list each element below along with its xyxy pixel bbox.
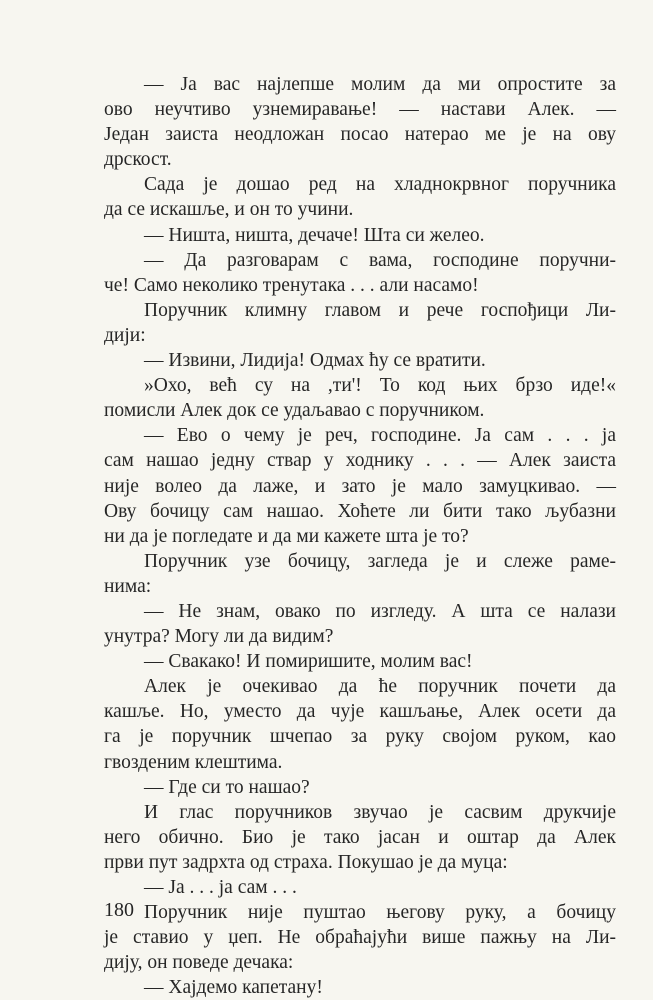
text-line: Поручник климну главом и рече госпођици Ли-: [144, 299, 616, 321]
text-line: га је поручник шчепао за руку својом руком, као: [104, 726, 616, 748]
text-line: — Ништа, ништа, дечаче! Шта си желео.: [144, 224, 485, 246]
text-line: »Охо, већ су на ,ти'! То код њих брзо иде!«: [144, 375, 616, 397]
text-line: Ову бочицу сам нашао. Хоћете ли бити тако љубазни: [104, 500, 616, 522]
text-line: ни да је погледате и да ми кажете шта је то?: [104, 525, 469, 547]
text-line: помисли Алек док се удаљавао с поручником.: [104, 400, 485, 422]
text-line: унутра? Могу ли да видим?: [104, 626, 334, 648]
text-line: је ставио у џеп. Не обраћајући више пажњу на Ли-: [104, 927, 616, 949]
text-line: дију, он поведе дечака:: [104, 952, 294, 974]
text-line: — Ја вас најлепше молим да ми опростите за: [144, 74, 616, 95]
text-line: Поручник није пуштао његову руку, а бочицу: [144, 902, 616, 924]
text-line: — Ево о чему је реч, господине. Ја сам . . . ја: [144, 425, 616, 447]
text-line: кашље. Но, уместо да чује кашљање, Алек осети да: [104, 701, 616, 723]
text-line: И глас поручников звучао је сасвим друкчије: [144, 801, 616, 823]
text-line: ово неучтиво узнемиравање! — настави Алек. —: [104, 99, 616, 121]
text-line: — Где си то нашао?: [144, 776, 310, 798]
text-line: — Да разговарам с вама, господине поручни-: [144, 249, 616, 271]
text-line: Један заиста неодложан посао натерао ме је на ову: [104, 124, 616, 146]
text-line: Алек је очекивао да ће поручник почети да: [144, 676, 616, 698]
text-line: дрскост.: [104, 149, 172, 171]
text-line: — Свакако! И помиришите, молим вас!: [144, 651, 473, 673]
text-line: че! Само неколико тренутака . . . али насамо!: [104, 274, 479, 296]
page-number: 180: [104, 899, 134, 921]
text-line: дији:: [104, 324, 146, 346]
text-line: нима:: [104, 575, 152, 597]
text-line: Сада је дошао ред на хладнокрвног поручника: [144, 174, 616, 196]
text-line: да се искашље, и он то учини.: [104, 199, 354, 221]
text-line: — Ја . . . ја сам . . .: [144, 877, 297, 898]
text-line: него обично. Био је тако јасан и оштар да Алек: [104, 826, 616, 848]
text-line: први пут задрхта од страха. Покушао је да муца:: [104, 851, 508, 873]
text-line: сам нашао једну ствар у ходнику . . . — Алек заиста: [104, 450, 616, 472]
text-line: није волео да лаже, и зато је мало замуцкивао. —: [104, 475, 616, 497]
text-line: — Хајдемо капетану!: [144, 977, 323, 999]
body-text: [104, 72, 616, 1000]
text-line: — Извини, Лидија! Одмах ћу се вратити.: [144, 350, 486, 372]
text-line: — Не знам, овако по изгледу. А шта се налази: [144, 600, 616, 622]
text-line: Поручник узе бочицу, загледа је и слеже раме-: [144, 550, 616, 572]
text-line: гвозденим клештима.: [104, 751, 283, 773]
